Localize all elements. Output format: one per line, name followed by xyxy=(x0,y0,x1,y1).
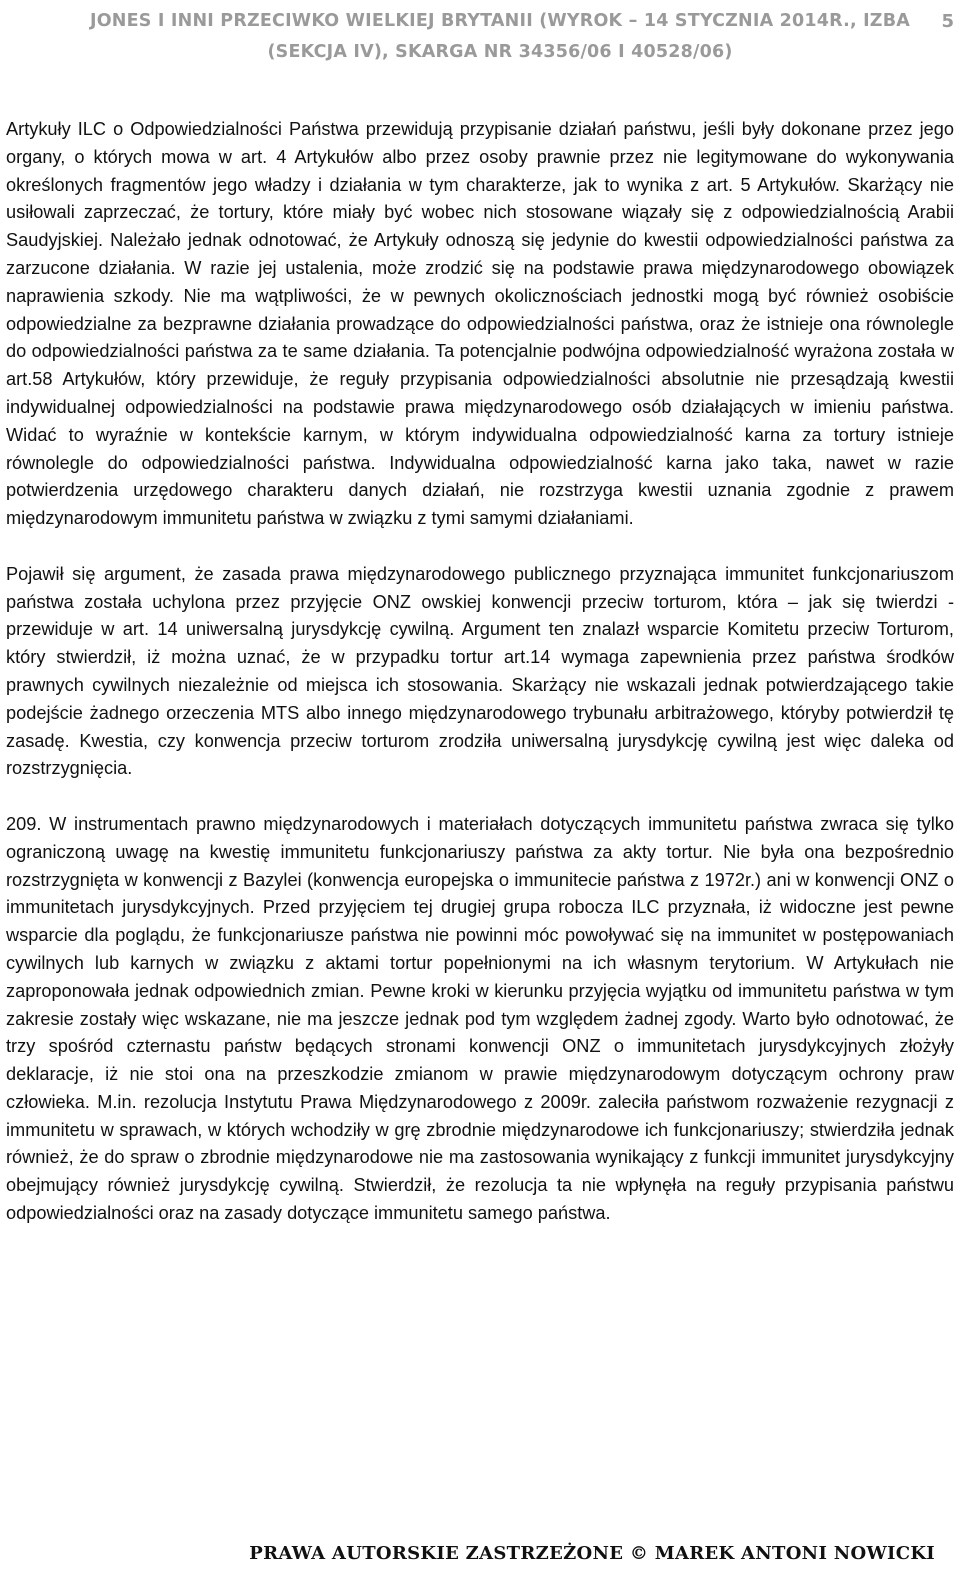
paragraph: 209. W instrumentach prawno międzynarodowych i materiałach dotyczących immunitetu państwa zwraca się tylko ograniczoną uwagę na kwestię immunitetu funkcjonariuszy państwa za akty tortur. Nie była ona bezpośrednio rozstrzygnięta w konwencji z Bazylei (konwencja europejska o immunitecie państwa z 1972r.) ani w konwencji ONZ o immunitetach jurysdykcyjnych. Przed przyjęciem tej drugiej grupa robocza ILC przyznała, iż widoczne jest pewne wsparcie dla poglądu, że funkcjonariusze państwa nie powinni móc powoływać się na immunitet w postępowaniach cywilnych lub karnych w związku z aktami tortur popełnionymi na ich własnym terytorium. W Artykułach nie zaproponowała jednak odpowiednich zmian. Pewne kroki w kierunku przyjęcia wyjątku od immunitetu państwa w tym zakresie zostały więc wskazane, nie ma jeszcze jednak pod tym względem żadnej zgody. Warto było odnotować, że trzy spośród czternastu państw będących stronami konwencji ONZ o immunitetach jurysdykcyjnych złożyły deklaracje, iż nie stoi ona na przeszkodzie zmianom w prawie międzynarodowym dotyczącym ochrony praw człowieka. M.in. rezolucja Instytutu Prawa Międzynarodowego z 2009r. zaleciła państwom rozważenie rezygnacji z immunitetu w sprawach, w których wchodziły w grę zbrodnie międzynarodowe ich funkcjonariuszy; stwierdziła jednak również, że do spraw o zbrodnie międzynarodowe nie ma zastosowania wynikający z funkcji immunitet jurysdykcyjny obejmujący również jurysdykcję cywilną. Stwierdził, że rezolucja ta nie wpłynęła na reguły przypisania państwu odpowiedzialności oraz na zasady dotyczące immunitetu samego państwa. xyxy=(6,813,954,1224)
paragraph: Artykuły ILC o Odpowiedzialności Państwa przewidują przypisanie działań państwu, jeśli były dokonane przez jego organy, o których mowa w art. 4 Artykułów albo przez osoby prawnie przez nie legitymowane do wykonywania określonych fragmentów jego władzy i działania w tym charakterze, jak to wynika z art. 5 Artykułów. Skarżący nie usiłowali zaprzeczać, że tortury, które miały być wobec nich stosowane wiązały się z odpowiedzialnością Arabii Saudyjskiej. Należało jednak odnotować, że Artykuły odnoszą się jedynie do kwestii odpowiedzialności państwa za zarzucone działania. W razie jej ustalenia, może zrodzić się na podstawie prawa międzynarodowego obowiązek naprawienia szkody. Nie ma wątpliwości, że w pewnych okolicznościach jednostki mogą być również osobiście odpowiedzialne za bezprawne działania prowadzące do odpowiedzialności państwa, oraz że istnieje ona równolegle do odpowiedzialności państwa za te same działania. Ta potencjalnie podwójna odpowiedzialność wyrażona została w art.58 Artykułów, który przewiduje, że reguły przypisania odpowiedzialności absolutnie nie przesądzają kwestii indywidualnej odpowiedzialności na podstawie prawa międzynarodowego osób działających w imieniu państwa. Widać to wyraźnie w kontekście karnym, w którym indywidualna odpowiedzialność karna za tortury istnieje równolegle do odpowiedzialności państwa. Indywidualna odpowiedzialność karna jako taka, nawet w razie potwierdzenia urzędowego charakteru danych działań, nie rozstrzyga kwestii uznania zgodnie z prawem międzynarodowym immunitetu państwa w związku z tymi samymi działaniami. xyxy=(6,119,954,529)
running-header xyxy=(60,6,940,68)
paragraph: Pojawił się argument, że zasada prawa międzynarodowego publicznego przyznająca immunitet funkcjonariuszom państwa została uchylona przez przyjęcie ONZ owskiej konwencji przeciw torturom, która – jak się twierdzi - przewiduje w art. 14 uniwersalną jurysdykcję cywilną. Argument ten znalazł wsparcie Komitetu przeciw Torturom, który stwierdził, iż można uznać, że w przypadku tortur art.14 wymaga zapewnienia przez państwa środków prawnych cywilnych niezależnie od miejsca ich stosowania. Skarżący nie wskazali jednak potwierdzającego takie podejście żadnego orzeczenia MTS albo innego międzynarodowego trybunału arbitrażowego, któryby potwierdził tę zasadę. Kwestia, czy konwencja przeciw torturom zrodziła uniwersalną jurysdykcję cywilną jest więc daleka od rozstrzygnięcia. xyxy=(6,563,954,779)
page-number: 5 xyxy=(941,11,954,32)
document-body xyxy=(6,116,954,1228)
copyright-footer: PRAWA AUTORSKIE ZASTRZEŻONE © MAREK ANTONI NOWICKI xyxy=(249,1543,935,1564)
running-title-line-2: (SEKCJA IV), SKARGA NR 34356/06 I 40528/06) xyxy=(267,42,733,62)
running-title-line-1: JONES I INNI PRZECIWKO WIELKIEJ BRYTANII (WYROK – 14 STYCZNIA 2014R., IZBA xyxy=(90,11,910,31)
